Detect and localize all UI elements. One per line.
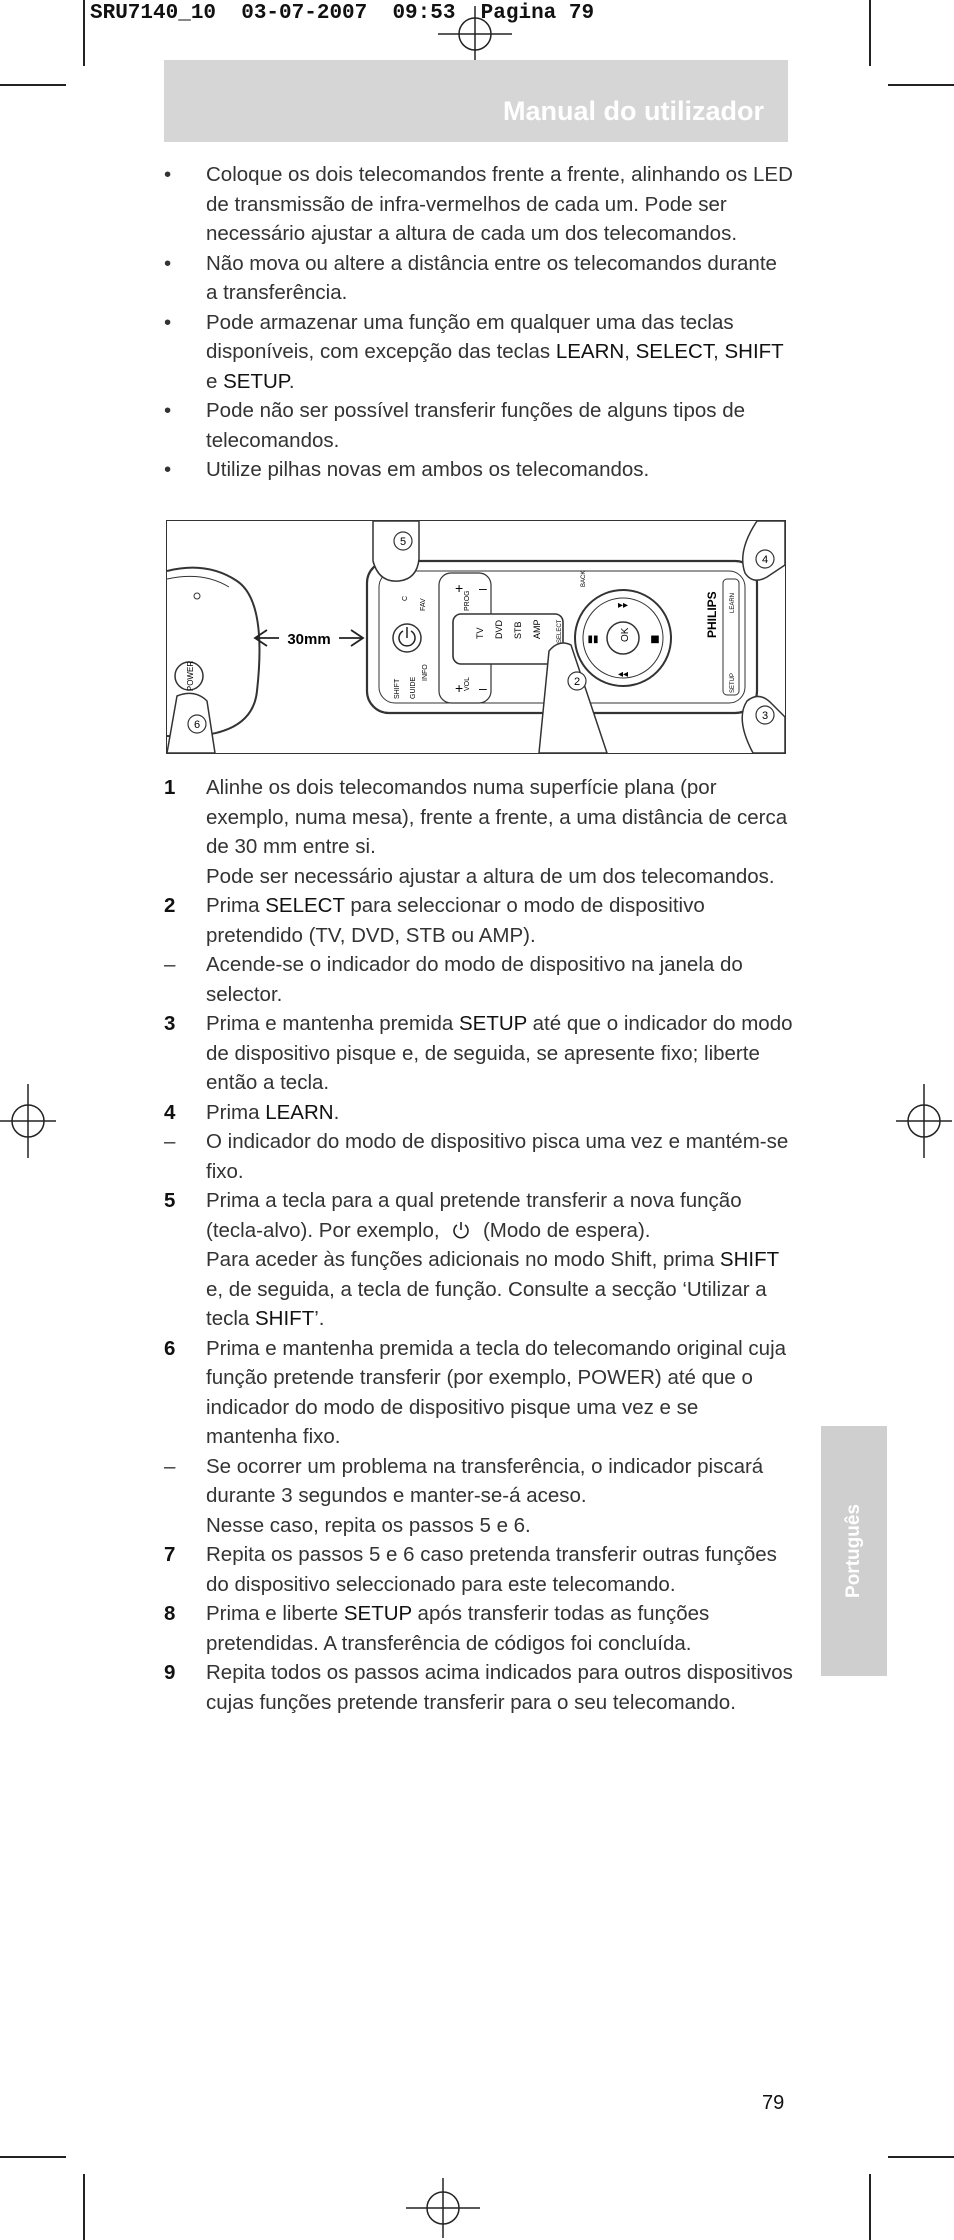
amp-key: AMP xyxy=(532,619,542,639)
step-item xyxy=(164,1186,794,1334)
step-item xyxy=(164,1540,794,1599)
bullet-item xyxy=(164,249,794,308)
bullet-item xyxy=(164,455,794,485)
step-text: Repita os passos 5 e 6 caso pretenda transferir outras funções do dispositivo seleccionado para este telecomando. xyxy=(206,1543,777,1596)
bullet-item xyxy=(164,308,794,397)
step-text: Pode ser necessário ajustar a altura de um dos telecomandos. xyxy=(206,864,775,888)
step-text: Prima e mantenha premida a tecla do telecomando original cuja função pretende transferir (por exemplo, POWER) até que o indicador do modo de dispositivo pisque uma vez e se mantenha fixo. xyxy=(206,1336,787,1448)
callout-6-label: 6 xyxy=(193,719,201,731)
step-text: Para aceder às funções adicionais no modo Shift, prima SHIFT e, de seguida, a tecla de função. Consulte a secção ‘Utilizar a tecla SHIFT’. xyxy=(206,1248,779,1330)
fav-key: FAV xyxy=(420,598,427,611)
info-key: INFO xyxy=(422,664,429,681)
note-dash: – xyxy=(164,1454,176,1478)
guide-key: GUIDE xyxy=(410,676,417,699)
bullet-item xyxy=(164,160,794,249)
svg-text:■: ■ xyxy=(650,634,660,645)
step-text: Prima e mantenha premida SETUP até que o indicador do modo de dispositivo pisque e, de seguida, se apresente fixo; liberte então a tecla. xyxy=(206,1012,793,1094)
registration-mark-top xyxy=(438,6,512,62)
language-tab xyxy=(821,1426,887,1676)
callout-2-label: 2 xyxy=(573,676,581,688)
step-item xyxy=(164,1334,794,1452)
crop-mark xyxy=(0,84,66,86)
step-number: 3 xyxy=(164,1012,176,1035)
setup-key: SETUP xyxy=(730,672,736,693)
step-number: 1 xyxy=(164,776,176,799)
step-item xyxy=(164,773,794,891)
svg-text:–: – xyxy=(479,680,487,696)
tv-key: TV xyxy=(475,627,485,639)
step-note xyxy=(164,1127,794,1186)
step-item xyxy=(164,1658,794,1717)
step-text: Repita todos os passos acima indicados para outros dispositivos cujas funções pretende transferir para o seu telecomando. xyxy=(206,1661,793,1714)
crop-mark xyxy=(888,84,954,86)
bullet-marker: • xyxy=(164,310,172,334)
svg-text:▮▮: ▮▮ xyxy=(587,634,599,645)
registration-mark-bottom xyxy=(406,2178,480,2238)
step-text: Prima SELECT para seleccionar o modo de dispositivo pretendido (TV, DVD, STB ou AMP). xyxy=(206,894,705,947)
bullet-text: Pode armazenar uma função em qualquer uma das teclas disponíveis, com excepção das teclas LEARN, SELECT, SHIFT e SETUP. xyxy=(206,310,784,393)
key-name: LEARN xyxy=(265,1100,334,1124)
vol-label: VOL xyxy=(464,676,471,691)
crop-mark xyxy=(869,2174,871,2240)
step-text: Nesse caso, repita os passos 5 e 6. xyxy=(206,1513,531,1537)
step-note xyxy=(164,950,794,1009)
print-header: SRU7140_10 03-07-2007 09:53 Pagina 79 xyxy=(90,2,595,25)
bullet-text: Utilize pilhas novas em ambos os telecomandos. xyxy=(206,458,650,481)
step-text: Prima a tecla para a qual pretende transferir a nova função (tecla-alvo). Por exemplo, (Modo de espera). xyxy=(206,1189,742,1242)
key-name: SELECT xyxy=(265,894,345,917)
bullet-text: Pode não ser possível transferir funções de alguns tipos de telecomandos. xyxy=(206,399,746,452)
left-power-label: POWER xyxy=(186,660,195,692)
step-number: 5 xyxy=(164,1189,176,1212)
key-name: SELECT xyxy=(635,340,714,363)
bullet-list xyxy=(164,160,794,485)
device-selector xyxy=(453,614,563,664)
step-note xyxy=(164,1452,794,1541)
step-text: Acende-se o indicador do modo de dispositivo na janela do selector. xyxy=(206,953,743,1006)
step-item xyxy=(164,1599,794,1658)
crop-mark xyxy=(888,2156,954,2158)
key-name: SHIFT xyxy=(724,340,784,363)
ok-label: OK xyxy=(620,627,631,642)
callout-4-label: 4 xyxy=(761,554,769,566)
callout-5-label: 5 xyxy=(399,536,407,548)
svg-text:▸▸: ▸▸ xyxy=(617,600,629,611)
language-tab-label: Português xyxy=(843,1504,864,1598)
remote-transfer-illustration xyxy=(166,520,786,754)
page-number: 79 xyxy=(762,2092,785,2114)
step-text: Alinhe os dois telecomandos numa superfície plana (por exemplo, numa mesa), frente a frente, a uma distância de cerca de 30 mm entre si. xyxy=(206,776,788,858)
crop-mark xyxy=(83,2174,85,2240)
note-dash: – xyxy=(164,1130,176,1153)
note-dash: – xyxy=(164,953,176,976)
dvd-key: DVD xyxy=(494,619,504,639)
key-name: SETUP xyxy=(458,1012,527,1035)
callout-3-label: 3 xyxy=(761,710,769,722)
step-number: 8 xyxy=(164,1602,176,1625)
key-name: LEARN xyxy=(555,340,625,363)
header-banner xyxy=(164,60,788,142)
step-text: Se ocorrer um problema na transferência, o indicador piscará durante 3 segundos e manter-se-á aceso. xyxy=(206,1454,764,1507)
step-item xyxy=(164,891,794,950)
svg-text:–: – xyxy=(479,580,487,596)
brand-label: PHILIPS xyxy=(705,591,719,638)
step-number: 2 xyxy=(164,894,176,917)
key-name: SETUP xyxy=(223,369,289,393)
page-title: Manual do utilizador xyxy=(503,96,764,126)
svg-text:+: + xyxy=(455,580,464,596)
step-item xyxy=(164,1098,794,1128)
distance-label: 30mm xyxy=(287,631,331,648)
svg-text:◂◂: ◂◂ xyxy=(617,669,629,680)
c-key: C xyxy=(402,595,409,601)
prog-label: PROG xyxy=(464,590,471,611)
stb-key: STB xyxy=(513,621,523,639)
bullet-item xyxy=(164,396,794,455)
step-number: 9 xyxy=(164,1661,176,1684)
step-number: 7 xyxy=(164,1543,176,1566)
select-key: SELECT xyxy=(557,619,563,643)
step-number: 6 xyxy=(164,1336,176,1360)
step-text: O indicador do modo de dispositivo pisca uma vez e mantém-se fixo. xyxy=(206,1130,789,1183)
illustration-drawing xyxy=(167,521,785,753)
power-icon xyxy=(451,1220,471,1240)
bullet-text: Coloque os dois telecomandos frente a frente, alinhando os LED de transmissão de infra-vermelhos de cada um. Pode ser necessário ajustar a altura de cada um dos telecomandos. xyxy=(206,163,793,245)
crop-mark xyxy=(0,2156,66,2158)
bullet-marker: • xyxy=(164,458,172,481)
back-key: BACK xyxy=(581,570,587,587)
bullet-marker: • xyxy=(164,163,172,186)
registration-mark-left xyxy=(0,1084,56,1158)
crop-mark xyxy=(869,0,871,66)
key-name: SHIFT xyxy=(255,1307,315,1330)
step-number: 4 xyxy=(164,1100,176,1124)
step-text: Prima e liberte SETUP após transferir todas as funções pretendidas. A transferência de códigos foi concluída. xyxy=(206,1602,710,1655)
step-item xyxy=(164,1009,794,1098)
svg-text:+: + xyxy=(455,680,464,696)
step-text: Prima LEARN. xyxy=(206,1100,340,1124)
key-name: SETUP xyxy=(343,1602,412,1625)
bullet-marker: • xyxy=(164,251,172,275)
key-name: SHIFT xyxy=(719,1248,779,1271)
shift-key: SHIFT xyxy=(394,678,401,699)
bullet-text: Não mova ou altere a distância entre os telecomandos durante a transferência. xyxy=(206,251,777,304)
crop-mark xyxy=(83,0,85,66)
bullet-marker: • xyxy=(164,399,172,422)
learn-key: LEARN xyxy=(730,592,736,613)
registration-mark-right xyxy=(896,1084,952,1158)
numbered-steps xyxy=(164,773,794,1717)
